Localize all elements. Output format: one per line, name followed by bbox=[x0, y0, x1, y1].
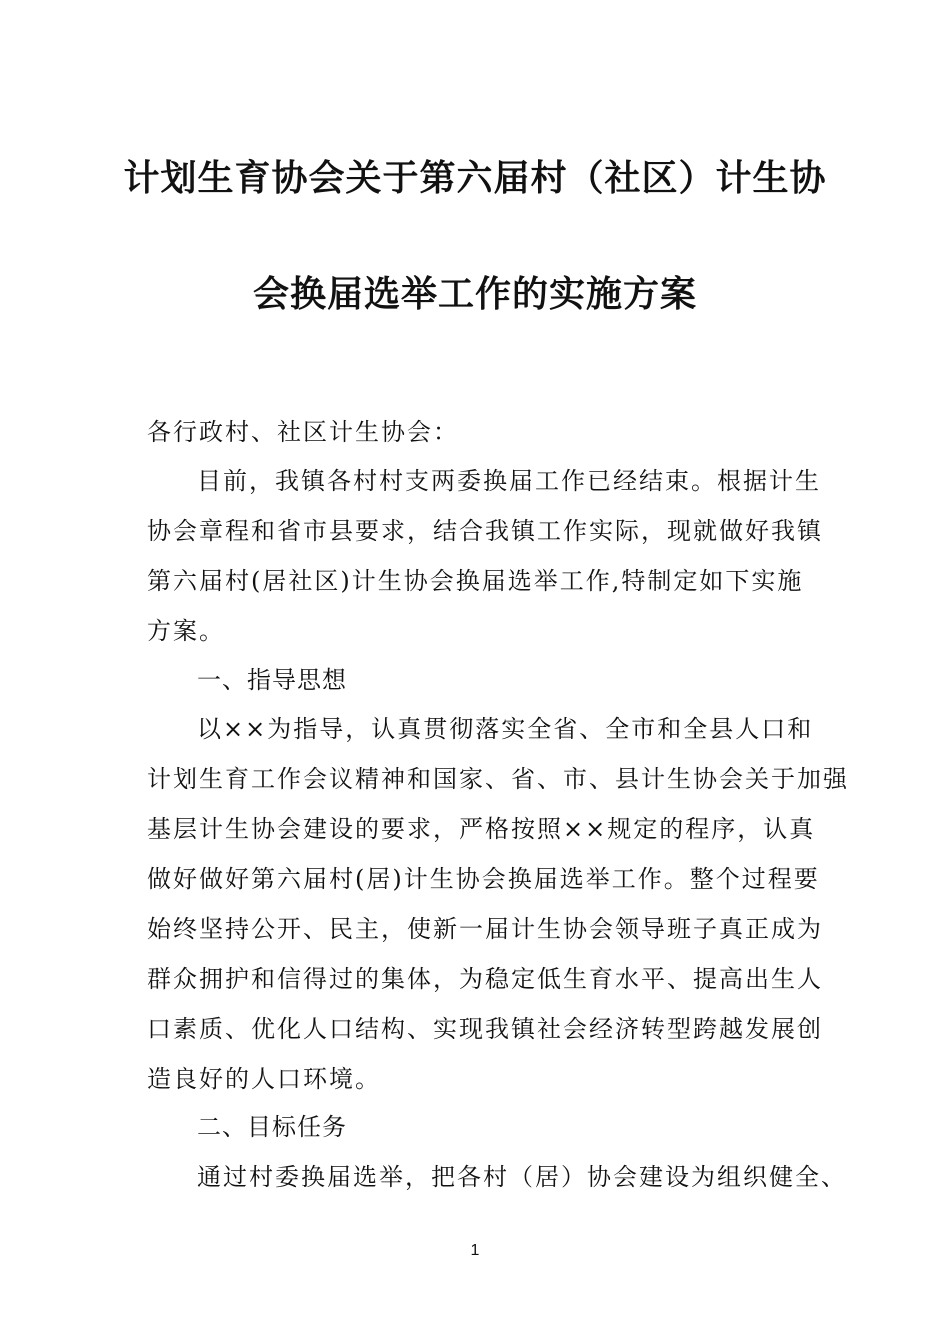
section-heading-goals-tasks: 二、目标任务 bbox=[197, 1113, 347, 1141]
paragraph-line: 以××为指导，认真贯彻落实全省、全市和全县人口和 bbox=[197, 715, 814, 743]
document-title-line-2: 会换届选举工作的实施方案 bbox=[252, 273, 697, 315]
paragraph-line: 口素质、优化人口结构、实现我镇社会经济转型跨越发展创 bbox=[147, 1015, 823, 1043]
paragraph-line: 方案。 bbox=[147, 617, 225, 645]
paragraph-line: 造良好的人口环境。 bbox=[147, 1065, 381, 1093]
paragraph-line: 始终坚持公开、民主，使新一届计生协会领导班子真正成为 bbox=[147, 915, 823, 943]
paragraph-line: 基层计生协会建设的要求，严格按照××规定的程序，认真 bbox=[147, 815, 816, 843]
document-title-line-1: 计划生育协会关于第六届村（社区）计生协 bbox=[123, 157, 827, 199]
paragraph-line: 群众拥护和信得过的集体，为稳定低生育水平、提高出生人 bbox=[147, 965, 823, 993]
section-heading-guiding-ideology: 一、指导思想 bbox=[197, 666, 347, 694]
paragraph-line: 协会章程和省市县要求，结合我镇工作实际，现就做好我镇 bbox=[147, 517, 823, 545]
salutation: 各行政村、社区计生协会： bbox=[147, 418, 459, 446]
paragraph-line: 做好做好第六届村(居)计生协会换届选举工作。整个过程要 bbox=[147, 865, 820, 893]
page-number: 1 bbox=[470, 1242, 480, 1259]
paragraph-line: 第六届村(居社区)计生协会换届选举工作,特制定如下实施 bbox=[147, 567, 804, 595]
paragraph-line: 目前，我镇各村村支两委换届工作已经结束。根据计生 bbox=[197, 467, 821, 495]
paragraph-line: 通过村委换届选举，把各村（居）协会建设为组织健全、 bbox=[197, 1163, 847, 1191]
paragraph-line: 计划生育工作会议精神和国家、省、市、县计生协会关于加强 bbox=[147, 765, 849, 793]
